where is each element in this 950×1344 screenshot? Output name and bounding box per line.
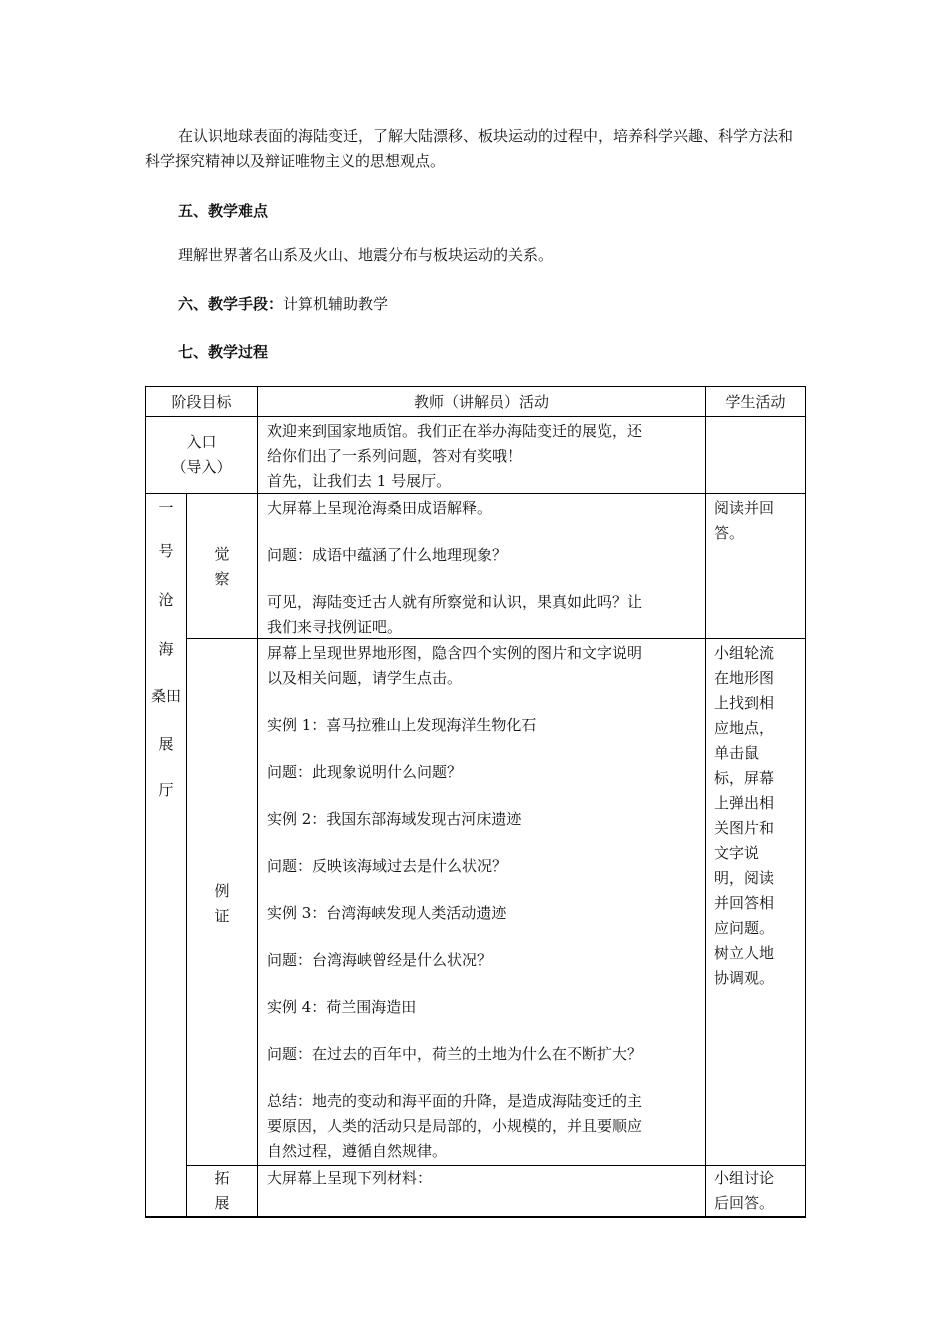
hall-label [146, 493, 186, 813]
table-border-top [145, 386, 806, 387]
evidence-teacher-line: 问题：反映该海域过去是什么状况？ [267, 857, 508, 875]
evidence-student-line: 小组轮流 [714, 644, 775, 662]
expand-student-line: 后回答。 [714, 1194, 775, 1212]
expand-student [714, 1166, 804, 1216]
evidence-teacher-line: 实例 2：我国东部海域发现古河床遗迹 [267, 810, 522, 828]
evidence-teacher-line: 实例 3：台湾海峡发现人类活动遗迹 [267, 904, 507, 922]
row-line-header [145, 416, 806, 417]
observe-student-line: 答。 [714, 524, 745, 542]
hall-char: 展 [158, 735, 174, 753]
evidence-student-line: 在地形图 [714, 669, 775, 687]
observe-teacher-line: 可见，海陆变迁古人就有所察觉和认识，果真如此吗？让 [267, 593, 643, 611]
evidence-teacher [267, 641, 703, 1164]
entry-label [146, 430, 257, 480]
entry-teacher [267, 419, 703, 494]
hall-char: 桑田 [150, 687, 181, 705]
evidence-label-char: 证 [214, 907, 230, 925]
entry-teacher-line3: 首先，让我们去 1 号展厅。 [267, 472, 452, 490]
observe-teacher-line: 问题：成语中蕴涵了什么地理现象？ [267, 546, 508, 564]
hall-char: 厅 [158, 781, 174, 799]
evidence-teacher-line: 要原因，人类的活动只是局部的，小规模的，并且要顺应 [267, 1117, 643, 1135]
evidence-student-line: 应地点， [714, 719, 775, 737]
evidence-student-line: 文字说 [714, 844, 760, 862]
hall-char: 号 [158, 542, 174, 560]
observe-student [714, 496, 804, 546]
evidence-student-line: 应问题。 [714, 919, 775, 937]
evidence-teacher-line: 问题：台湾海峡曾经是什么状况？ [267, 951, 493, 969]
evidence-teacher-line: 实例 4：荷兰围海造田 [267, 998, 417, 1016]
expand-label-char: 拓 [214, 1169, 230, 1187]
observe-teacher-line: 我们来寻找例证吧。 [267, 618, 403, 636]
evidence-student-line: 上弹出相 [714, 794, 775, 812]
evidence-teacher-line: 问题：此现象说明什么问题？ [267, 763, 463, 781]
section-7-heading: 七、教学过程 [178, 343, 269, 361]
evidence-teacher-line: 实例 1：喜马拉雅山上发现海洋生物化石 [267, 716, 537, 734]
evidence-label-char: 例 [214, 882, 230, 900]
expand-teacher: 大屏幕上呈现下列材料： [267, 1169, 433, 1187]
expand-label-char: 展 [214, 1194, 230, 1212]
section-5-body: 理解世界著名山系及火山、地震分布与板块运动的关系。 [178, 246, 554, 264]
entry-label-line1: 入口 [186, 433, 217, 451]
col-line-subgoal [186, 493, 187, 1217]
evidence-student-line: 关图片和 [714, 819, 775, 837]
evidence-student-line: 明，阅读 [714, 869, 775, 887]
table-border-right [805, 386, 806, 1217]
observe-label-char: 察 [214, 570, 230, 588]
observe-label [187, 542, 257, 592]
observe-label-char: 觉 [214, 545, 230, 563]
expand-label [187, 1166, 257, 1216]
evidence-student-line: 上找到相 [714, 694, 775, 712]
evidence-teacher-line: 问题：在过去的百年中，荷兰的土地为什么在不断扩大？ [267, 1045, 643, 1063]
evidence-student [714, 641, 804, 991]
entry-teacher-line1: 欢迎来到国家地质馆。我们正在举办海陆变迁的展览，还 [267, 422, 643, 440]
evidence-student-line: 单击鼠 [714, 744, 760, 762]
section-6-title: 六、教学手段： [178, 295, 284, 313]
section-6-value: 计算机辅助教学 [283, 295, 389, 313]
observe-teacher-line: 大屏幕上呈现沧海桑田成语解释。 [267, 499, 493, 517]
evidence-student-line: 树立人地 [714, 944, 775, 962]
table-border-bottom [145, 1216, 806, 1218]
hall-char: 沧 [158, 591, 174, 609]
header-student: 学生活动 [725, 393, 786, 411]
header-stage: 阶段目标 [171, 393, 232, 411]
header-teacher: 教师（讲解员）活动 [413, 393, 549, 411]
col-line-teacher [257, 386, 258, 1217]
col-line-student [705, 386, 706, 1217]
evidence-teacher-line: 总结：地壳的变动和海平面的升降，是造成海陆变迁的主 [267, 1092, 643, 1110]
hall-char: 一 [158, 499, 174, 517]
evidence-student-line: 标，屏幕 [714, 769, 775, 787]
evidence-teacher-line: 自然过程，遵循自然规律。 [267, 1142, 448, 1160]
entry-label-line2: （导入） [171, 458, 232, 476]
hall-char: 海 [158, 640, 174, 658]
observe-student-line: 阅读并回 [714, 499, 775, 517]
evidence-student-line: 并回答相 [714, 894, 775, 912]
entry-teacher-line2: 给你们出了一系列问题，答对有奖哦！ [267, 447, 523, 465]
intro-paragraph: 在认识地球表面的海陆变迁，了解大陆漂移、板块运动的过程中，培养科学兴趣、科学方法和科学探究精神以及辩证唯物主义的思想观点。 [145, 127, 794, 170]
evidence-teacher-line: 屏幕上呈现世界地形图，隐含四个实例的图片和文字说明 [267, 644, 643, 662]
evidence-label [187, 879, 257, 929]
section-5-heading: 五、教学难点 [178, 202, 269, 220]
observe-teacher [267, 496, 703, 640]
expand-student-line: 小组讨论 [714, 1169, 775, 1187]
evidence-teacher-line: 以及相关问题，请学生点击。 [267, 669, 463, 687]
section-6-heading [178, 293, 388, 314]
evidence-student-line: 协调观。 [714, 969, 775, 987]
